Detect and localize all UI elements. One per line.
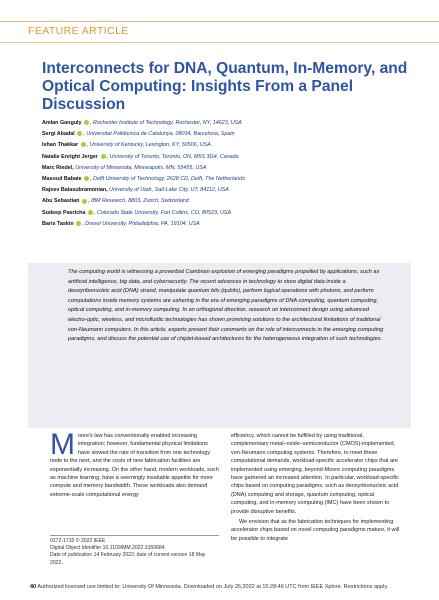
author-affiliation: IBM Research, 8803, Zurich, Switzerland — [90, 198, 189, 205]
author-affiliation: University of Toronto, Toronto, ON, M5S 3G4, Canada — [109, 153, 239, 160]
author-line — [42, 163, 422, 174]
license-notice: Authorized licensed use limited to: University Of Minnesota. Downloaded on July 26,2022 at 15:28:46 UTC from IEEE Xplore. Restrictions apply. — [37, 584, 389, 590]
body-column-left — [50, 428, 219, 499]
author-name: Masoud Babaie — [42, 176, 82, 183]
author-affiliation: Universitat Politècnica de Catalunya, 08034, Barcelona, Spain — [86, 131, 235, 138]
section-label: FEATURE ARTICLE — [28, 25, 129, 37]
meta-rule — [50, 535, 219, 536]
orcid-icon[interactable] — [77, 131, 82, 136]
author-line: Masoud Babaie , Delft University of Technology, 2628 CD, Delft, The Netherlands — [42, 176, 245, 183]
page-number: 40 — [30, 584, 37, 590]
author-list — [42, 118, 422, 230]
orcid-icon[interactable] — [81, 142, 86, 147]
author-line: Sergi Abadal , Universitat Politècnica de Catalunya, 08034, Barcelona, Spain — [42, 131, 235, 138]
author-affiliation: Drexel University, Philadelphia, PA, 19104, USA — [85, 220, 200, 227]
abstract: The computing world is witnessing a proverbial Cambrian explosion of emerging paradigms propelled by applications, such as artificial intelligence, big data, and cybersecurity. The recent advances in technology to store digital data inside a deoxyribonucleic acid (DNA) strand, manipulate quantum bits (qubits), perform logical operations with photons, and perform computations inside memory systems are ushering in the era of emerging paradigms of DNA computing, quantum computing, optical computing, and in-memory computing. In an orthogonal direction, research on interconnect design using advanced electro-optic, wireless, and microfluidic technologies has shown promising solutions to the architectural limitations of traditional von-Neumann computers. In this article, experts present their comments on the role of interconnects in the emerging computing paradigms, and discuss the potential use of chiplet-based architectures for the heterogeneous integration of such technologies. — [68, 269, 384, 343]
author-name: Amlan Ganguly — [42, 120, 82, 126]
author-affiliation: University of Kentucky, Lexington, KY, 50506, USA — [89, 142, 211, 149]
body-paragraph: We envision that as the fabrication techniques for implementing accelerator chips based on novel computing paradigms mature, it will be possible to integrate — [231, 519, 400, 542]
author-name: Marc Riedel, — [42, 164, 74, 171]
author-name: Sergi Abadal — [42, 131, 75, 138]
author-name: Ishan Thakkar — [42, 142, 79, 149]
publication-meta — [50, 538, 219, 567]
author-name: Abu Sebastian — [42, 198, 80, 205]
section-rule — [0, 42, 439, 43]
header-rule — [0, 21, 439, 22]
orcid-icon[interactable] — [88, 210, 93, 215]
author-affiliation: Rochester Institute of Technology, Rochester, NY, 14623, USA — [93, 120, 242, 126]
author-line: Ishan Thakkar , University of Kentucky, Lexington, KY, 50506, USA — [42, 142, 211, 149]
body-text-left: oore's law has conventionally enabled increasing integration; however, fundamental physical limitations have slowed the rate of transition from one technology node to the next, and the costs of new fabrication facilities are exponentially increasing. On the other hand, modern workloads, such as machine learning, have a seemingly insatiable appetite for more compute and memory bandwidth. These workloads also demand extreme-scale computational energy — [50, 433, 219, 498]
author-line: Abu Sebastian , IBM Research, 8803, Zurich, Switzerland — [42, 198, 189, 205]
author-affiliation: Delft University of Technology, 2628 CD, Delft, The Netherlands — [93, 176, 245, 183]
author-affiliation: University of Minnesota, Minneapolis, MN, 55455, USA — [75, 164, 207, 171]
author-name: Baris Taskin — [42, 220, 74, 227]
article-title: Interconnects for DNA, Quantum, In-Memory, and Optical Computing: Insights From a Panel Discussion — [42, 60, 408, 113]
author-affiliation: Colorado State University, Fort Collins, CO, 80523, USA — [96, 209, 232, 216]
issn-line: 0272-1732 © 2022 IEEE — [50, 538, 106, 544]
doi-line[interactable]: Digital Object Identifier 10.1109/MM.2022.3150684 — [50, 545, 165, 552]
author-line: Sudeep Pasricha , Colorado State University, Fort Collins, CO, 80523, USA — [42, 209, 232, 216]
author-affiliation: University of Utah, Salt Lake City, UT, 84112, USA — [109, 187, 229, 194]
orcid-icon[interactable] — [84, 120, 89, 125]
author-line: Amlan Ganguly , Rochester Institute of Technology, Rochester, NY, 14623, USA — [42, 120, 242, 126]
body-paragraph: efficiency, which cannot be fulfilled by using traditional, complementary metal–oxide–semiconductor (CMOS)-implemented, von-Neumann computing systems. Therefore, to meet these computational demands, workload-specific accelerator chips that are implemented using emerging, beyond-Moore computing paradigms have garnered an increased attention. In particular, workload-specific chips based on computing paradigms, such as deoxyribonucleic acid (DNA) computing and storage, quantum computing, optical computing, and in-memory computing (IMC) have been shown to provide disruptive benefits. — [231, 433, 399, 515]
author-line — [42, 185, 422, 196]
author-name: Sudeep Pasricha — [42, 209, 86, 216]
drop-cap: M — [50, 428, 75, 461]
author-line: Natalie Enright Jerger , University of Toronto, Toronto, ON, M5S 3G4, Canada — [42, 153, 239, 160]
orcid-icon[interactable] — [101, 154, 106, 159]
author-name: Rajeev Balasubramonian, — [42, 187, 108, 194]
author-line: Baris Taskin , Drexel University, Philadelphia, PA, 19104, USA — [42, 220, 200, 227]
body-column-right — [231, 432, 401, 543]
orcid-icon[interactable] — [76, 221, 81, 226]
orcid-icon[interactable] — [82, 199, 87, 204]
orcid-icon[interactable] — [84, 176, 89, 181]
page-footer — [30, 584, 410, 590]
author-name: Natalie Enright Jerger — [42, 153, 99, 160]
dates-line: Date of publication 14 February 2022; date of current version 18 May 2022. — [50, 552, 206, 566]
